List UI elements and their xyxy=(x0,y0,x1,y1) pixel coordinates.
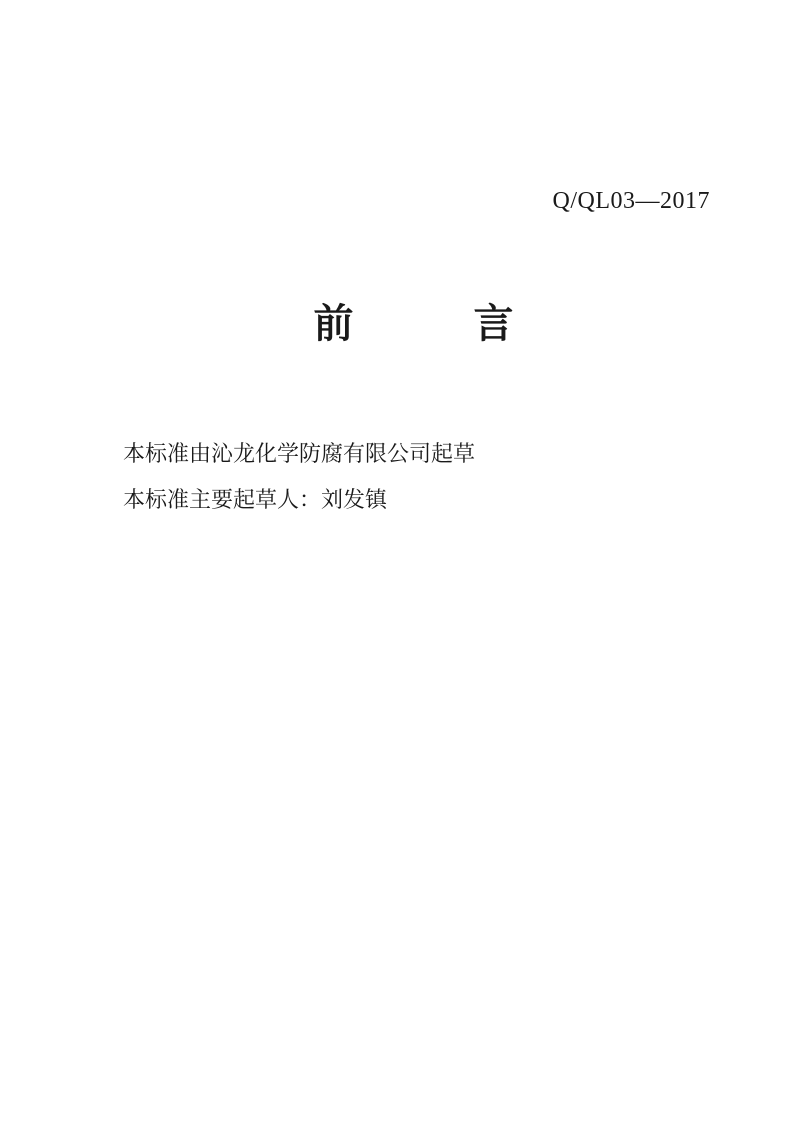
drafter-line: 本标准主要起草人：刘发镇 xyxy=(123,487,388,512)
document-body xyxy=(123,431,710,523)
drafting-org-line: 本标准由沁龙化学防腐有限公司起草 xyxy=(123,441,476,466)
foreword-title: 前 言 xyxy=(313,301,514,346)
standard-code: Q/QL03—2017 xyxy=(552,188,710,214)
